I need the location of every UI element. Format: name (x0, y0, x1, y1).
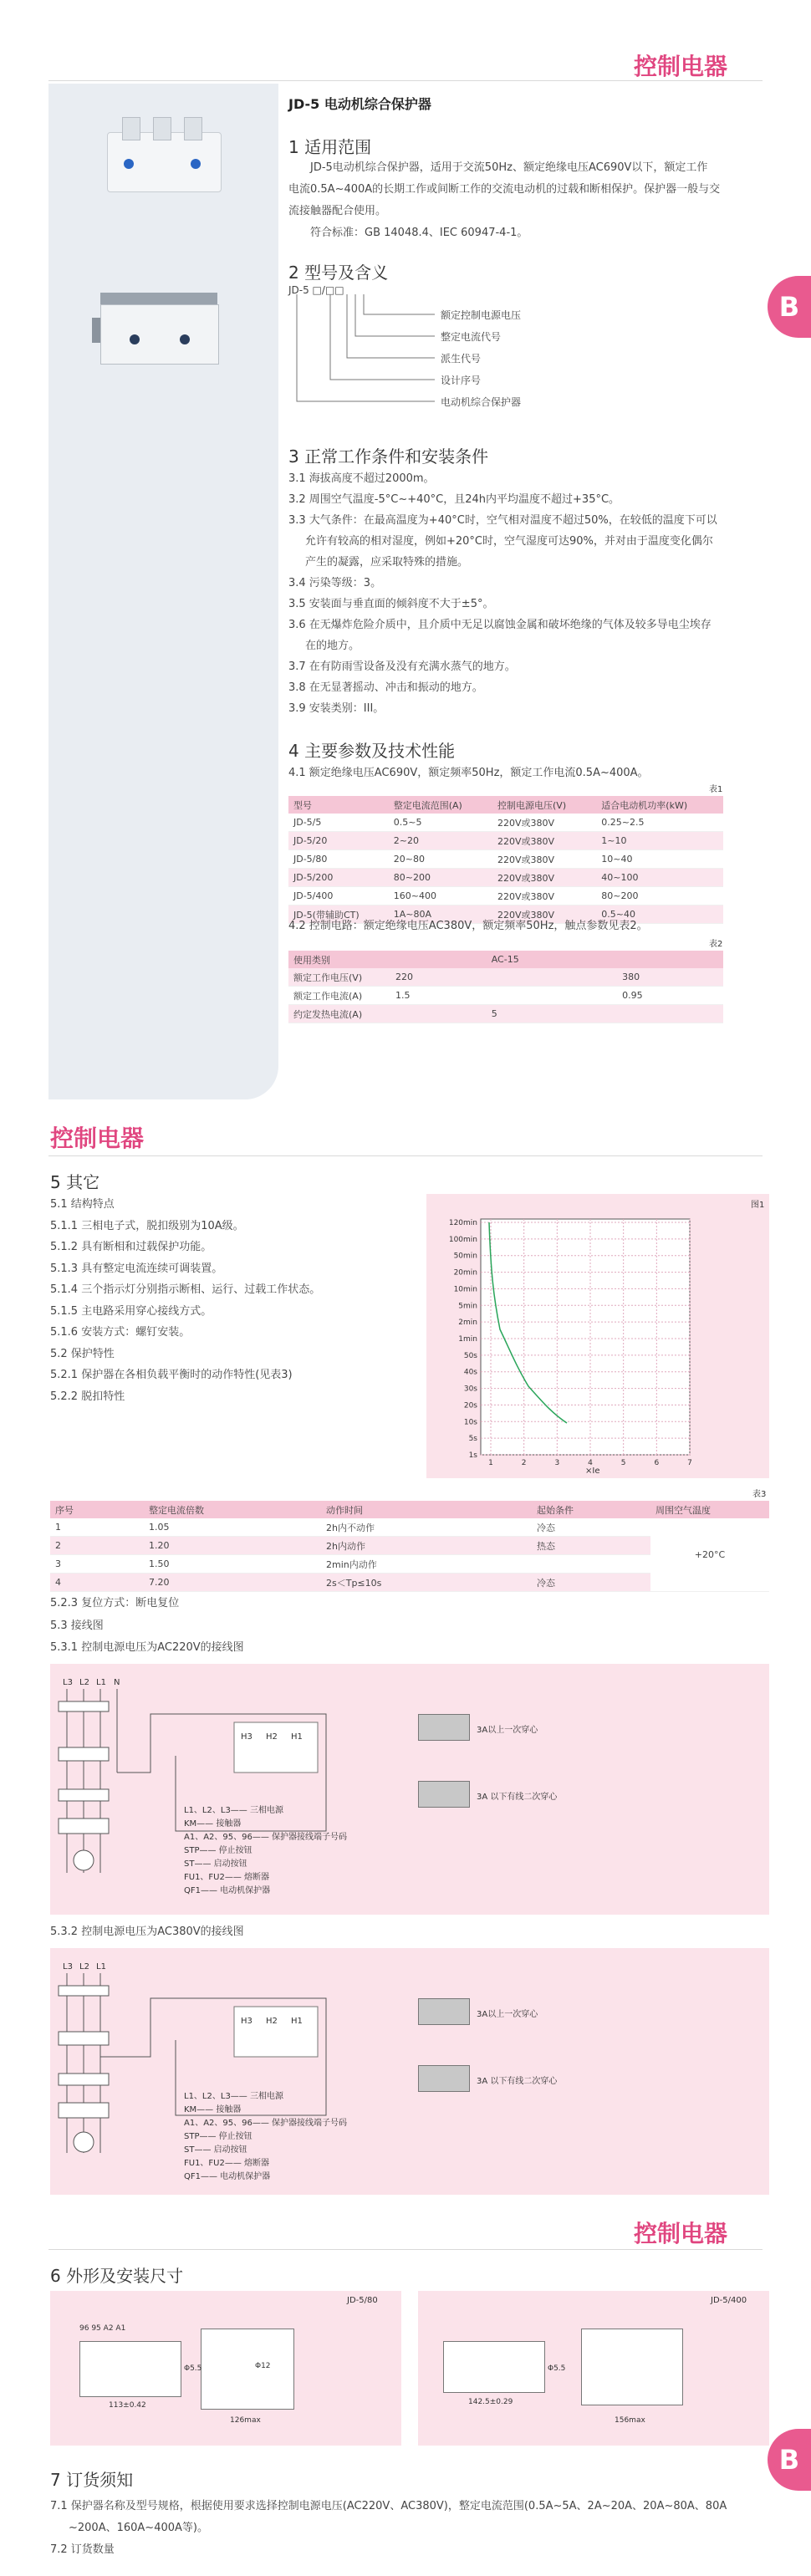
section-7-body (50, 2496, 769, 2561)
brand-title: 控制电器 (634, 53, 728, 80)
s3-item: 3.3 大气条件：在最高温度为+40°C时，空气相对温度不超过50%，在较低的温度下可以 (288, 514, 717, 527)
table3-header: 动作时间 (321, 1501, 532, 1518)
dim-label-right: JD-5/400 (711, 2296, 747, 2305)
table-row: 额定工作电流(A) 1.5 0.95 (288, 987, 723, 1005)
device-term-h2: H2 (266, 1732, 278, 1742)
table-row: JD-5/5 0.5~5 220V或380V 0.25~2.5 (288, 814, 723, 832)
table-row: 约定发热电流(A) 5 (288, 1005, 723, 1023)
table2-label: 表2 (709, 940, 723, 949)
terminal-l1: L1 (96, 1678, 106, 1687)
s5-line532: 5.3.2 控制电源电压为AC380V的接线图 (50, 1926, 244, 1938)
table3-label: 表3 (752, 1490, 767, 1499)
wiring-svg-2 (50, 1948, 769, 2195)
section-5-list (50, 1194, 320, 1407)
section-3-body (288, 468, 757, 719)
x-tick-label: 6 (654, 1459, 660, 1467)
dim-drawing-side-r (581, 2329, 683, 2405)
model-meaning-item: 额定控制电源电压 (441, 309, 522, 321)
legend-item: QF1—— 电动机保护器 (184, 2172, 271, 2181)
y-tick-label: 5min (458, 1302, 477, 1311)
terminal-l3: L3 (63, 1962, 73, 1972)
header-divider (48, 2249, 763, 2250)
table-row: JD-5/200 80~200 220V或380V 40~100 (288, 869, 723, 887)
dim-drawing-side (201, 2329, 294, 2410)
y-tick-label: 50min (453, 1252, 477, 1261)
brand-title-2: 控制电器 (50, 1125, 145, 1152)
product-image-bottom (100, 293, 217, 368)
model-meaning-item: 整定电流代号 (441, 331, 502, 343)
section-7-heading: 7 订货须知 (50, 2470, 134, 2490)
dimension-panel-left (50, 2291, 401, 2446)
ct-block-top (418, 1998, 470, 2025)
wiring-diagram-380v (50, 1948, 769, 2195)
y-tick-label: 100min (448, 1235, 477, 1244)
device-term-h1: H1 (291, 2017, 303, 2026)
s5-item: 5.1 结构特点 (50, 1198, 115, 1211)
s5-line523: 5.2.3 复位方式：断电复位 (50, 1597, 180, 1609)
section-3-heading: 3 正常工作条件和安装条件 (288, 446, 489, 467)
dim-label-left: JD-5/80 (347, 2296, 378, 2305)
y-tick-label: 40s (463, 1368, 477, 1377)
table3-header: 起始条件 (532, 1501, 650, 1518)
s3-item: 3.6 在无爆炸危险介质中，且介质中无足以腐蚀金属和破坏绝缘的气体及较多导电尘埃存 (288, 619, 712, 631)
dims-left: 96 95 A2 A1 (79, 2324, 126, 2333)
y-tick-label: 20s (463, 1401, 477, 1410)
terminal-l1: L1 (96, 1962, 106, 1972)
s3-item: 3.8 在无显著摇动、冲击和振动的地方。 (288, 681, 483, 694)
model-meaning-item: 派生代号 (441, 353, 482, 365)
s5-item: 5.2.2 脱扣特性 (50, 1390, 125, 1403)
model-code-lines (288, 294, 456, 411)
device-term-h3: H3 (241, 1732, 252, 1742)
legend-item: ST—— 启动按钮 (184, 1859, 247, 1869)
table-row: 4 7.20 2s＜Tp≤10s 冷态 (50, 1574, 769, 1592)
terminal-l2: L2 (79, 1962, 89, 1972)
model-code: JD-5 □/□□ (288, 284, 344, 296)
note-top: 3A以上一次穿心 (477, 2010, 538, 2019)
legend-item: ST—— 启动按钮 (184, 2145, 247, 2155)
side-tab-b-2: B (768, 2429, 811, 2491)
y-tick-label: 20min (453, 1268, 477, 1278)
x-axis-unit: ×Ie (585, 1467, 600, 1476)
legend-item: FU1、FU2—— 熔断器 (184, 2159, 270, 2168)
s5-item: 5.1.1 三相电子式，脱扣级别为10A级。 (50, 1219, 244, 1232)
legend-item: STP—— 停止按钮 (184, 1846, 252, 1855)
table-row: 1 1.05 2h内不动作 冷态 +20°C (50, 1518, 769, 1537)
s5-item: 5.2.1 保护器在各相负载平衡时的动作特性(见表3) (50, 1369, 293, 1381)
section-2-heading: 2 型号及含义 (288, 263, 389, 283)
dim-hole2-left: Φ12 (255, 2362, 271, 2370)
table-1 (288, 796, 723, 924)
s5-line531: 5.3.1 控制电源电压为AC220V的接线图 (50, 1641, 244, 1654)
ct-block-bottom (418, 1781, 470, 1808)
y-tick-label: 120min (448, 1219, 477, 1227)
s3-item: 3.1 海拔高度不超过2000m。 (288, 472, 435, 485)
wiring-svg-1 (50, 1664, 769, 1915)
section-1-body (288, 157, 740, 244)
legend-item: FU1、FU2—— 熔断器 (184, 1873, 270, 1882)
table-row: 额定工作电压(V) 220 380 (288, 968, 723, 987)
s3-item: 产生的凝露，应采取特殊的措施。 (305, 556, 469, 569)
s3-item: 3.7 在有防雨雪设备及没有充满水蒸气的地方。 (288, 661, 516, 673)
s5-item: 5.1.6 安装方式：螺钉安装。 (50, 1326, 191, 1339)
s4-line1: 4.1 额定绝缘电压AC690V，额定频率50Hz，额定工作电流0.5A~400A。 (288, 767, 649, 779)
legend-item: KM—— 接触器 (184, 1819, 242, 1829)
s5-item: 5.1.3 具有整定电流连续可调装置。 (50, 1262, 223, 1275)
s3-item: 3.5 安装面与垂直面的倾斜度不大于±5°。 (288, 598, 494, 610)
wiring-legend-2 (184, 2090, 347, 2184)
model-meaning-item: 设计序号 (441, 375, 482, 386)
legend-item: A1、A2、95、96—— 保护器接线端子号码 (184, 2119, 348, 2128)
s3-item: 3.9 安装类别：III。 (288, 702, 385, 715)
model-meaning-list (441, 304, 521, 413)
y-tick-label: 1min (458, 1335, 477, 1344)
x-tick-label: 7 (687, 1459, 692, 1467)
section-5-heading: 5 其它 (50, 1172, 100, 1192)
dim-max-left: 126max (230, 2416, 261, 2425)
table-row: 使用类别 AC-15 (288, 951, 723, 968)
x-tick-label: 2 (521, 1459, 527, 1467)
table1-label: 表1 (709, 785, 723, 794)
model-meaning-item: 电动机综合保护器 (441, 396, 522, 408)
y-tick-label: 1s (468, 1451, 477, 1460)
ct-block-bottom (418, 2065, 470, 2092)
dim-drawing-front-r (443, 2341, 545, 2393)
product-image-panel (48, 84, 278, 1099)
y-tick-label: 10min (453, 1285, 477, 1294)
s3-item: 在的地方。 (305, 640, 360, 652)
table-row: 3 1.50 2min内动作 (50, 1555, 769, 1574)
terminal-l2: L2 (79, 1678, 89, 1687)
brand-title-3: 控制电器 (634, 2220, 728, 2247)
note-top: 3A以上一次穿心 (477, 1726, 538, 1735)
product-title: JD-5 电动机综合保护器 (288, 96, 431, 112)
trip-curve-chart (426, 1204, 769, 1480)
s1-line: 电流0.5A~400A的长期工作或间断工作的交流电动机的过载和断相保护。保护器一般与交 (288, 183, 721, 196)
table-row: JD-5/80 20~80 220V或380V 10~40 (288, 850, 723, 869)
table3-header: 周围空气温度 (650, 1501, 769, 1518)
s5-item: 5.2 保护特性 (50, 1347, 115, 1360)
side-tab-b: B (768, 276, 811, 338)
s3-item: 3.2 周围空气温度-5°C~+40°C，且24h内平均温度不超过+35°C。 (288, 493, 620, 506)
section-1-heading: 1 适用范围 (288, 137, 372, 157)
table-3 (50, 1501, 769, 1592)
table3-header: 序号 (50, 1501, 144, 1518)
table-2 (288, 951, 723, 1023)
table3-temp: +20°C (650, 1518, 769, 1592)
legend-item: A1、A2、95、96—— 保护器接线端子号码 (184, 1833, 348, 1842)
s3-item: 允许有较高的相对湿度，例如+20°C时，空气湿度可达90%，并对由于温度变化偶尔 (305, 535, 713, 548)
s5-line53: 5.3 接线图 (50, 1620, 104, 1632)
section-4-heading: 4 主要参数及技术性能 (288, 741, 456, 761)
device-term-h1: H1 (291, 1732, 303, 1742)
legend-item: KM—— 接触器 (184, 2105, 242, 2114)
s5-item: 5.1.5 主电路采用穿心接线方式。 (50, 1304, 212, 1318)
section-6-heading: 6 外形及安装尺寸 (50, 2266, 184, 2286)
dim-width-left: 113±0.42 (109, 2401, 146, 2410)
device-term-h2: H2 (266, 2017, 278, 2026)
s3-item: 3.4 污染等级：3。 (288, 577, 382, 589)
product-image-top (107, 117, 220, 205)
wiring-legend-1 (184, 1804, 347, 1898)
dim-width-right: 142.5±0.29 (468, 2398, 513, 2406)
s7-line: 7.2 订货数量 (50, 2543, 115, 2556)
dimension-panel-right (418, 2291, 769, 2446)
legend-item: QF1—— 电动机保护器 (184, 1886, 271, 1895)
table1-header: 型号 (288, 796, 389, 814)
figure-1-label: 图1 (751, 1201, 765, 1210)
x-tick-label: 4 (588, 1459, 593, 1467)
table1-header: 整定电流范围(A) (389, 796, 492, 814)
header-divider (48, 80, 763, 81)
note-bottom: 3A 以下有线二次穿心 (477, 1793, 558, 1802)
header-divider (48, 1155, 763, 1156)
ct-block-top (418, 1714, 470, 1741)
dim-hole-right: Φ5.5 (548, 2364, 566, 2373)
table1-header: 控制电源电压(V) (492, 796, 596, 814)
x-tick-label: 5 (620, 1459, 626, 1467)
y-tick-label: 5s (468, 1435, 477, 1444)
table-row: 2 1.20 2h内动作 热态 (50, 1537, 769, 1555)
dim-hole-left: Φ5.5 (184, 2364, 202, 2373)
x-tick-label: 3 (554, 1459, 560, 1467)
y-tick-label: 30s (463, 1385, 477, 1394)
table-row: JD-5(带辅助CT) 1A~80A 220V或380V 0.5~40 (288, 905, 723, 924)
x-tick-label: 1 (488, 1459, 493, 1467)
legend-item: L1、L2、L3—— 三相电源 (184, 1806, 283, 1815)
table3-header: 整定电流倍数 (144, 1501, 321, 1518)
legend-item: L1、L2、L3—— 三相电源 (184, 2092, 283, 2101)
terminal-l3: L3 (63, 1678, 73, 1687)
note-bottom: 3A 以下有线二次穿心 (477, 2077, 558, 2086)
table-row: JD-5/20 2~20 220V或380V 1~10 (288, 832, 723, 850)
dim-max-right: 156max (615, 2416, 645, 2425)
y-tick-label: 50s (463, 1351, 477, 1360)
table1-header: 适合电动机功率(kW) (596, 796, 723, 814)
dim-drawing-front (79, 2341, 181, 2397)
table-row: JD-5/400 160~400 220V或380V 80~200 (288, 887, 723, 905)
y-tick-label: 10s (463, 1418, 477, 1427)
legend-item: STP—— 停止按钮 (184, 2132, 252, 2141)
s7-line: 7.1 保护器名称及型号规格，根据使用要求选择控制电源电压(AC220V、AC380V)，整定电流范围(0.5A~5A、2A~20A、20A~80A、80A (50, 2500, 727, 2512)
s1-line: JD-5电动机综合保护器，适用于交流50Hz、额定绝缘电压AC690V以下，额定工作 (310, 161, 708, 174)
s5-item: 5.1.4 三个指示灯分别指示断相、运行、过载工作状态。 (50, 1283, 321, 1296)
wiring-diagram-220v (50, 1664, 769, 1915)
device-term-h3: H3 (241, 2017, 252, 2026)
s1-line: 符合标准：GB 14048.4、IEC 60947-4-1。 (310, 227, 528, 239)
s1-line: 流接触器配合使用。 (288, 205, 387, 217)
s4-line2: 4.2 控制电路：额定绝缘电压AC380V，额定频率50Hz，触点参数见表2。 (288, 920, 648, 932)
s7-line: ~200A、160A~400A等)。 (69, 2522, 208, 2534)
s5-item: 5.1.2 具有断相和过载保护功能。 (50, 1241, 212, 1253)
terminal-n: N (114, 1678, 120, 1687)
y-tick-label: 2min (458, 1319, 477, 1328)
